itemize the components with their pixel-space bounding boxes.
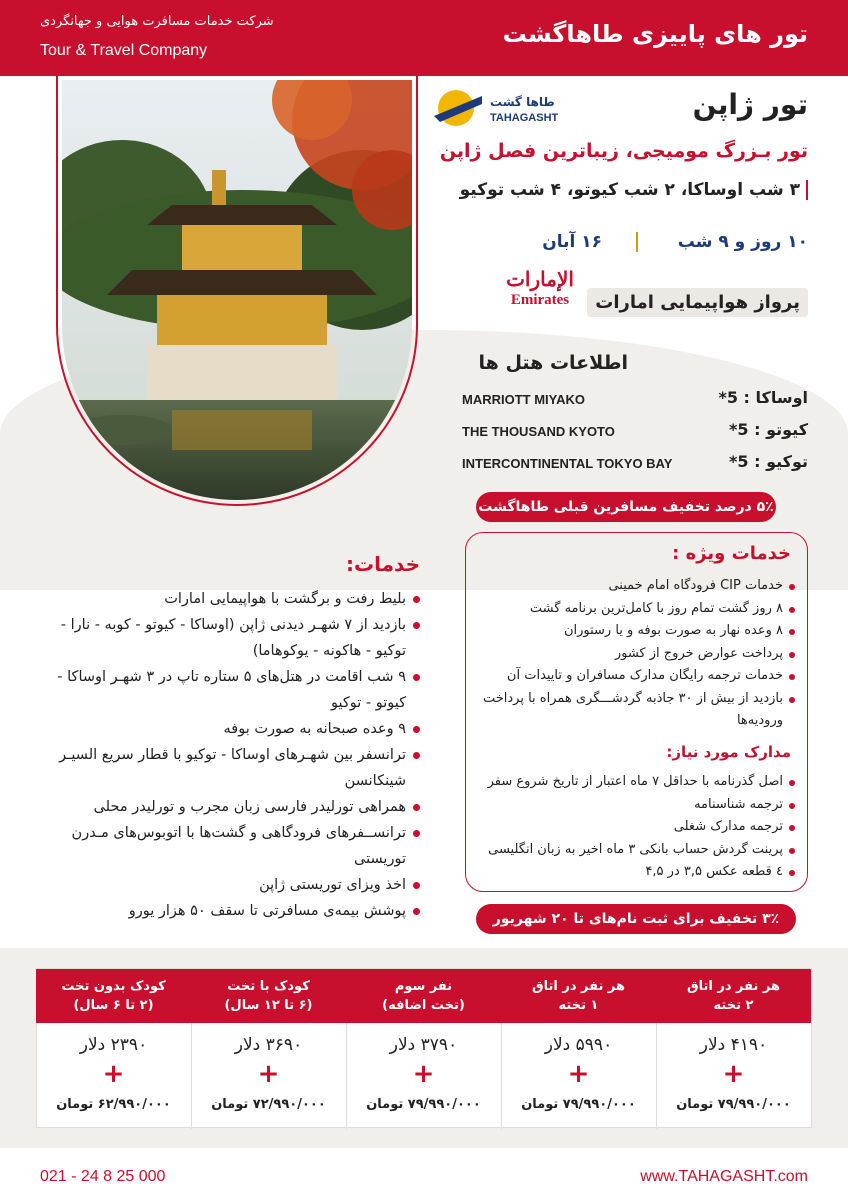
company-name-fa: شرکت خدمات مسافرت هوایی و جهانگردی: [40, 14, 274, 29]
services-title: خدمات:: [346, 552, 420, 576]
emirates-logo-text: Emirates: [510, 292, 570, 308]
special-services-box: [465, 532, 808, 892]
list-item: ترانســفرهای فرودگاهی و گشت‌ها با اتوبوس‌های مـدرن توریستی: [28, 820, 420, 872]
hotel-city: توکیو : 5*: [729, 452, 808, 471]
list-item: ۹ وعده صبحانه به صورت بوفه: [28, 716, 420, 742]
price-toman: ۷۹/۹۹۰/۰۰۰ تومان: [366, 1097, 481, 1112]
list-item: پرینت گردش حساب بانکی ۳ ماه اخیر به زبان انگلیسی: [475, 839, 795, 862]
list-item: ترجمه مدارک شغلی: [475, 816, 795, 839]
flight-info: پرواز هواپیمایی امارات: [587, 288, 808, 317]
hotel-row: [462, 452, 808, 476]
list-item: پرداخت عوارض خروج از کشور: [475, 643, 795, 666]
tour-duration: ۱۰ روز و ۹ شب: [677, 232, 808, 252]
list-item: پوشش بیمه‌ی مسافرتی تا سقف ۵۰ هزار یورو: [28, 898, 420, 924]
price-column-child-with-bed: [191, 969, 346, 1129]
list-item: بلیط رفت و برگشت با هواپیمایی امارات: [28, 586, 420, 612]
price-column-header: کودک با تخت (۶ تا ۱۲ سال): [191, 969, 346, 1023]
list-item: ۹ شب اقامت در هتل‌های ۵ ستاره تاپ در ۳ شهـر اوساکا - کیوتو - توکیو: [28, 664, 420, 716]
price-usd: ۴۱۹۰ دلار: [699, 1035, 768, 1055]
logo-text-fa: طاها گشت: [490, 95, 555, 109]
phone-number[interactable]: 021 - 24 8 25 000: [40, 1168, 166, 1185]
emirates-logo: [500, 268, 580, 318]
hotel-row: [462, 420, 808, 444]
price-toman: ۶۲/۹۹۰/۰۰۰ تومان: [56, 1097, 171, 1112]
price-usd: ۳۷۹۰ دلار: [389, 1035, 458, 1055]
list-item: اخذ ویزای توریستی ژاپن: [28, 872, 420, 898]
price-toman: ۷۹/۹۹۰/۰۰۰ تومان: [676, 1097, 791, 1112]
price-column-header: کودک بدون تخت (۲ تا ۶ سال): [36, 969, 191, 1023]
required-docs-title: مدارک مورد نیاز:: [666, 743, 791, 761]
tour-date: ۱۶ آبان: [542, 232, 638, 252]
list-item: ۸ روز گشت تمام روز با کامل‌ترین برنامه گشت: [475, 598, 795, 621]
company-name-en: Tour & Travel Company: [40, 42, 208, 59]
list-item: خدمات ترجمه رایگان مدارک مسافران و تاییدات آن: [475, 665, 795, 688]
plus-icon: +: [102, 1059, 125, 1089]
price-column-single: [501, 969, 656, 1129]
hotel-name: MARRIOTT MIYAKO: [462, 392, 586, 407]
logo-text-en: TAHAGASHT: [490, 112, 559, 124]
price-table: [36, 968, 812, 1128]
hotel-name: INTERCONTINENTAL TOKYO BAY: [462, 456, 673, 471]
list-item: بازدید از بیش از ۳۰ جاذبه گردشـــگری همراه با پرداخت ورودیه‌ها: [475, 688, 795, 733]
hotels-title: اطلاعات هتل ها: [478, 352, 628, 374]
special-services-list: [475, 575, 795, 733]
price-column-header: هر نفر در اتاق ۱ تخته: [501, 969, 656, 1023]
price-toman: ۷۲/۹۹۰/۰۰۰ تومان: [211, 1097, 326, 1112]
list-item: بازدید از ۷ شهـر دیدنی ژاپن (اوساکا - کیوتو - کوبه - نارا - توکیو - هاکونه - یوکوهاما): [28, 612, 420, 664]
plus-icon: +: [257, 1059, 280, 1089]
hotel-name: THE THOUSAND KYOTO: [462, 424, 615, 439]
price-column-third-person: [346, 969, 501, 1129]
price-toman: ۷۹/۹۹۰/۰۰۰ تومان: [521, 1097, 636, 1112]
list-item: ۸ وعده نهار به صورت بوفه و یا رستوران: [475, 620, 795, 643]
nights-breakdown: ۳ شب اوساکا، ۲ شب کیوتو، ۴ شب توکیو: [460, 180, 808, 200]
page-title: تور های پاییزی طاهاگشت: [502, 20, 808, 48]
emirates-logo-arabic: الإمارات: [506, 269, 574, 291]
required-docs-list: [475, 771, 795, 884]
special-services-title: خدمات ویژه :: [672, 543, 791, 564]
price-usd: ۵۹۹۰ دلار: [544, 1035, 613, 1055]
list-item: ٤ قطعه عکس ۳,۵ در ۴,۵: [475, 861, 795, 884]
list-item: همراهی تورلیدر فارسی زبان مجرب و تورلیدر محلی: [28, 794, 420, 820]
plus-icon: +: [412, 1059, 435, 1089]
list-item: اصل گذرنامه با حداقل ۷ ماه اعتبار از تاریخ شروع سفر: [475, 771, 795, 794]
golden-pavilion-photo: [62, 80, 412, 500]
services-list: [28, 586, 420, 924]
price-column-double: [656, 969, 811, 1129]
plus-icon: +: [567, 1059, 590, 1089]
price-column-header: هر نفر در اتاق ۲ تخته: [656, 969, 811, 1023]
previous-customer-discount: ۵٪ درصد تخفیف مسافرین قبلی طاهاگشت: [476, 492, 776, 522]
website-link[interactable]: www.TAHAGASHT.com: [640, 1168, 808, 1185]
hotel-city: اوساکا : 5*: [718, 388, 808, 407]
early-registration-discount: ۳٪ تخفیف برای ثبت نام‌های تا ۲۰ شهریور: [476, 904, 796, 934]
price-column-child-no-bed: [36, 969, 191, 1129]
price-usd: ۲۳۹۰ دلار: [79, 1035, 148, 1055]
plus-icon: +: [722, 1059, 745, 1089]
tour-subtitle: تور بـزرگ مومیجی، زیباترین فصل ژاپن: [439, 140, 808, 162]
hotel-row: [462, 388, 808, 412]
price-usd: ۳۶۹۰ دلار: [234, 1035, 303, 1055]
price-column-header: نفر سوم (تخت اضافه): [346, 969, 501, 1023]
list-item: خدمات CIP فرودگاه امام خمینی: [475, 575, 795, 598]
header-bar: [0, 0, 848, 76]
hotel-city: کیوتو : 5*: [729, 420, 808, 439]
list-item: ترانسفر بین شهـرهای اوساکا - توکیو با قطار سریع السیـر شینکانسن: [28, 742, 420, 794]
tahagasht-logo: [432, 88, 562, 128]
list-item: ترجمه شناسنامه: [475, 794, 795, 817]
tour-title: تور ژاپن: [692, 88, 808, 121]
